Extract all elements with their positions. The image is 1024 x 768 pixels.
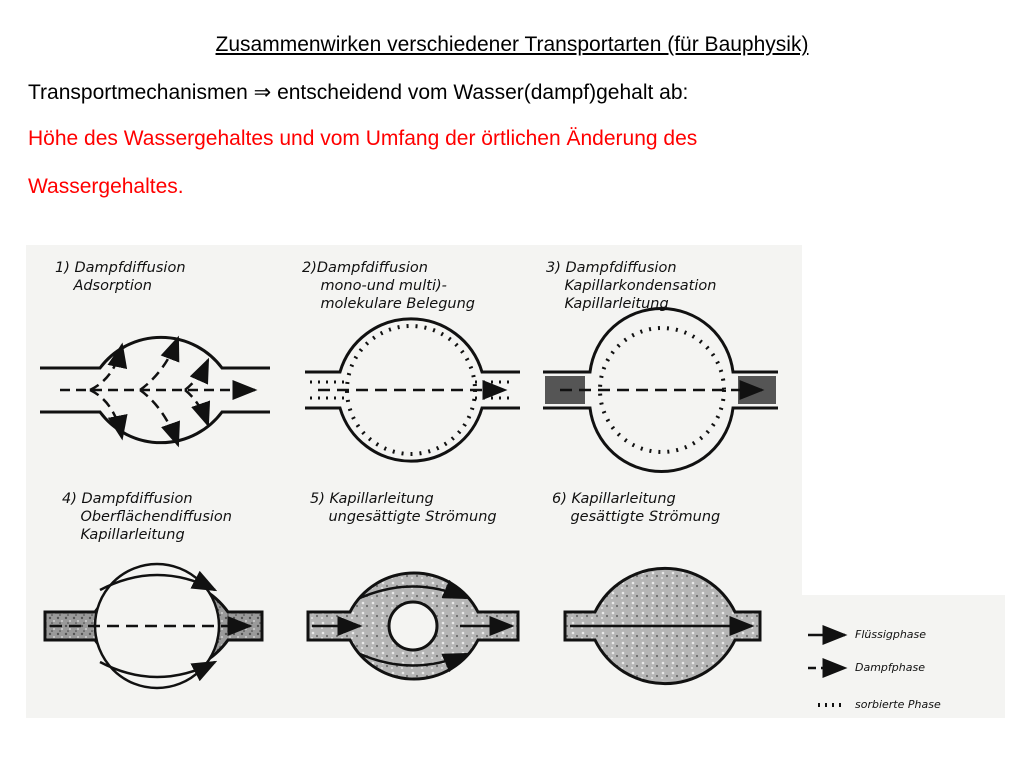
highlight-line-1: Höhe des Wassergehaltes und vom Umfang der örtlichen Änderung des — [28, 127, 698, 150]
panel-4-diagram — [45, 564, 262, 688]
slide-subtitle: Transportmechanismen ⇒ entscheidend vom Wasser(dampf)gehalt ab: — [28, 81, 689, 104]
panel-3-caption: 3) Dampfdiffusion Kapillarkondensation Kapillarleitung — [546, 260, 717, 312]
slide-title: Zusammenwirken verschiedener Transportarten (für Bauphysik) — [215, 33, 809, 56]
panel-6-diagram — [565, 568, 760, 683]
panel-1-caption: 1) Dampfdiffusion Adsorption — [55, 260, 186, 294]
panel-5-diagram — [308, 573, 518, 679]
legend-symbols — [808, 635, 846, 705]
panel-4-caption: 4) Dampfdiffusion Oberflächendiffusion Kapillarleitung — [62, 491, 232, 543]
legend-label-sorbed: sorbierte Phase — [855, 698, 941, 711]
highlight-line-2: Wassergehaltes. — [28, 175, 184, 198]
panel-2-diagram — [305, 319, 520, 461]
legend-label-vapor: Dampfphase — [855, 661, 925, 674]
panel-3-diagram — [543, 308, 778, 471]
panel-6-caption: 6) Kapillarleitung gesättigte Strömung — [552, 491, 721, 525]
legend-label-liquid: Flüssigphase — [855, 628, 927, 641]
panel-2-caption: 2)Dampfdiffusion mono-und multi)- molekulare Belegung — [302, 260, 475, 312]
panel-1-diagram — [40, 337, 270, 445]
panel-5-caption: 5) Kapillarleitung ungesättigte Strömung — [310, 491, 497, 525]
